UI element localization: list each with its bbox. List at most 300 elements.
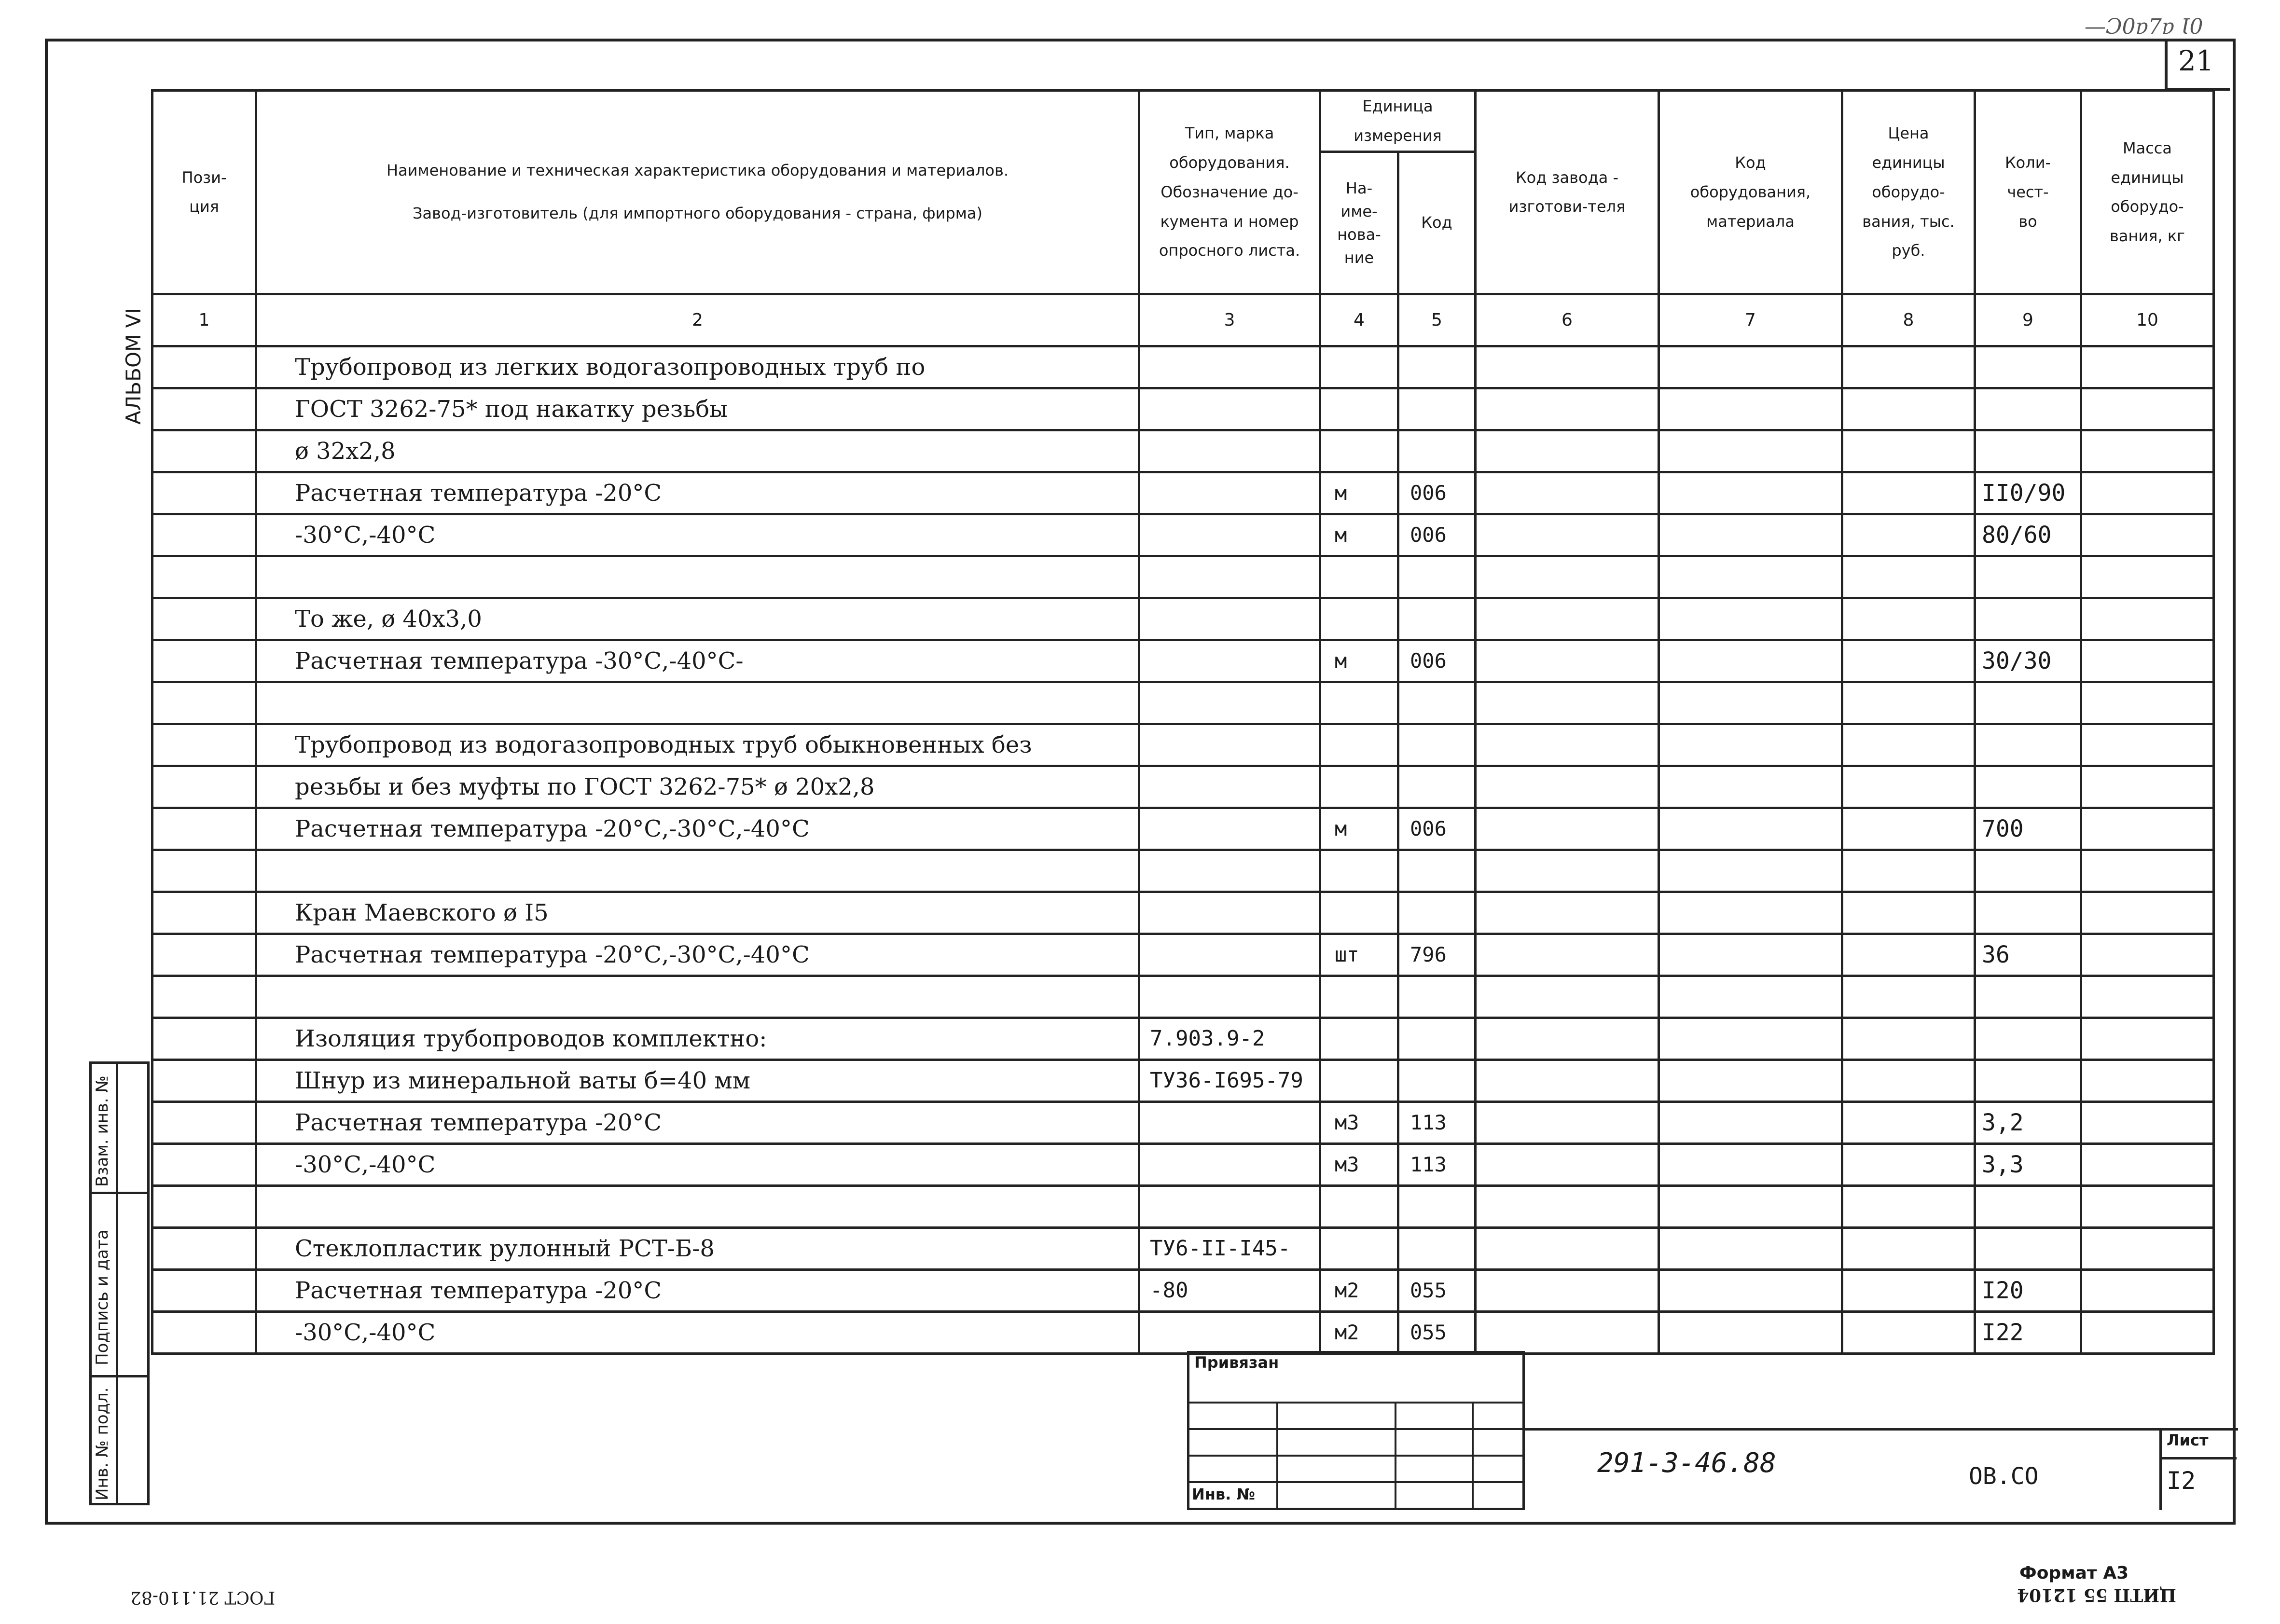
cell-position bbox=[152, 1311, 256, 1353]
cell-plant-code bbox=[1476, 1101, 1659, 1143]
cell-name: -30°С,-40°С bbox=[256, 1143, 1139, 1185]
cell-mass bbox=[2081, 1101, 2214, 1143]
cell-type bbox=[1139, 430, 1320, 472]
cell-qty bbox=[1975, 346, 2081, 388]
cell-mass bbox=[2081, 1143, 2214, 1185]
cell-unit-code bbox=[1398, 430, 1476, 472]
side-divider bbox=[89, 1375, 150, 1377]
cell-position bbox=[152, 766, 256, 808]
cell-unit bbox=[1320, 892, 1398, 934]
cell-type: -80 bbox=[1139, 1269, 1320, 1311]
cell-mass bbox=[2081, 1018, 2214, 1060]
cell-type bbox=[1139, 388, 1320, 430]
cell-type: 7.903.9-2 bbox=[1139, 1018, 1320, 1060]
cell-price bbox=[1842, 1018, 1975, 1060]
cell-price bbox=[1842, 556, 1975, 598]
footer-gost-mirrored: ГОСТ 21.110-82 bbox=[130, 1587, 276, 1607]
cell-unit-code bbox=[1398, 682, 1476, 724]
table-row bbox=[152, 388, 2214, 430]
cell-mass bbox=[2081, 388, 2214, 430]
header-price: Цена единицы оборудо-вания, тыс. руб. bbox=[1842, 91, 1975, 294]
cell-type bbox=[1139, 472, 1320, 514]
header-type: Тип, марка оборудования. Обозначение до-кумента и номер опросного листа. bbox=[1139, 91, 1320, 294]
cell-price bbox=[1842, 682, 1975, 724]
cell-plant-code bbox=[1476, 346, 1659, 388]
cell-qty bbox=[1975, 850, 2081, 892]
cell-price bbox=[1842, 514, 1975, 556]
cell-unit-code: 796 bbox=[1398, 934, 1476, 976]
cell-unit-code bbox=[1398, 850, 1476, 892]
cell-material-code bbox=[1659, 976, 1842, 1018]
header-mass: Масса единицы оборудо-вания, кг bbox=[2081, 91, 2214, 294]
cell-unit: м bbox=[1320, 808, 1398, 850]
stamp-line bbox=[1276, 1402, 1278, 1510]
cell-plant-code bbox=[1476, 1311, 1659, 1353]
table-row bbox=[152, 1101, 2214, 1143]
cell-qty bbox=[1975, 388, 2081, 430]
cell-position bbox=[152, 388, 256, 430]
cell-name: -30°С,-40°С bbox=[256, 1311, 1139, 1353]
cell-price bbox=[1842, 472, 1975, 514]
col-number: 2 bbox=[256, 294, 1139, 346]
cell-position bbox=[152, 472, 256, 514]
cell-mass bbox=[2081, 1311, 2214, 1353]
cell-qty bbox=[1975, 766, 2081, 808]
cell-qty: 700 bbox=[1975, 808, 2081, 850]
cell-qty bbox=[1975, 1185, 2081, 1227]
cell-position bbox=[152, 598, 256, 640]
cell-unit-code: 006 bbox=[1398, 514, 1476, 556]
cell-qty: 30/30 bbox=[1975, 640, 2081, 682]
table-row bbox=[152, 892, 2214, 934]
cell-type bbox=[1139, 850, 1320, 892]
cell-name bbox=[256, 556, 1139, 598]
col-number: 7 bbox=[1659, 294, 1842, 346]
cell-position bbox=[152, 892, 256, 934]
document-mark: ОВ.СО bbox=[1969, 1463, 2039, 1490]
cell-qty bbox=[1975, 976, 2081, 1018]
cell-material-code bbox=[1659, 1018, 1842, 1060]
table-row bbox=[152, 514, 2214, 556]
cell-material-code bbox=[1659, 346, 1842, 388]
cell-position bbox=[152, 430, 256, 472]
cell-position bbox=[152, 808, 256, 850]
col-number: 4 bbox=[1320, 294, 1398, 346]
table-row bbox=[152, 934, 2214, 976]
cell-material-code bbox=[1659, 682, 1842, 724]
cell-unit: м3 bbox=[1320, 1101, 1398, 1143]
cell-mass bbox=[2081, 430, 2214, 472]
cell-name: Расчетная температура -20°С bbox=[256, 1269, 1139, 1311]
cell-name: Расчетная температура -20°С bbox=[256, 1101, 1139, 1143]
header-plant-code: Код завода - изготови-теля bbox=[1476, 91, 1659, 294]
stamp-line bbox=[1187, 1428, 1525, 1430]
cell-material-code bbox=[1659, 1311, 1842, 1353]
col-number: 10 bbox=[2081, 294, 2214, 346]
cell-material-code bbox=[1659, 1185, 1842, 1227]
cell-unit-code bbox=[1398, 556, 1476, 598]
cell-qty bbox=[1975, 598, 2081, 640]
side-divider bbox=[89, 1192, 150, 1194]
cell-plant-code bbox=[1476, 598, 1659, 640]
cell-plant-code bbox=[1476, 1060, 1659, 1101]
side-divider bbox=[116, 1061, 118, 1505]
cell-material-code bbox=[1659, 808, 1842, 850]
cell-material-code bbox=[1659, 1227, 1842, 1269]
inv-label: Инв. № bbox=[1192, 1485, 1255, 1503]
cell-unit-code: 055 bbox=[1398, 1269, 1476, 1311]
cell-unit bbox=[1320, 1227, 1398, 1269]
cell-unit-code bbox=[1398, 766, 1476, 808]
cell-price bbox=[1842, 850, 1975, 892]
cell-type bbox=[1139, 976, 1320, 1018]
cell-qty: 3,3 bbox=[1975, 1143, 2081, 1185]
cell-name bbox=[256, 1185, 1139, 1227]
cell-qty bbox=[1975, 892, 2081, 934]
cell-plant-code bbox=[1476, 892, 1659, 934]
cell-plant-code bbox=[1476, 388, 1659, 430]
table-row bbox=[152, 1269, 2214, 1311]
sheet-index-box bbox=[2165, 40, 2230, 91]
cell-unit-code: 006 bbox=[1398, 472, 1476, 514]
cell-material-code bbox=[1659, 472, 1842, 514]
cell-unit bbox=[1320, 430, 1398, 472]
col-number: 6 bbox=[1476, 294, 1659, 346]
cell-qty bbox=[1975, 556, 2081, 598]
cell-mass bbox=[2081, 472, 2214, 514]
cell-qty bbox=[1975, 724, 2081, 766]
cell-qty bbox=[1975, 1018, 2081, 1060]
cell-name: Трубопровод из легких водогазопроводных труб по bbox=[256, 346, 1139, 388]
header-unit-name: На-име-нова-ние bbox=[1320, 151, 1398, 294]
cell-position bbox=[152, 1018, 256, 1060]
cell-plant-code bbox=[1476, 976, 1659, 1018]
cell-type bbox=[1139, 1143, 1320, 1185]
table-row bbox=[152, 1018, 2214, 1060]
cell-unit bbox=[1320, 850, 1398, 892]
cell-mass bbox=[2081, 640, 2214, 682]
cell-position bbox=[152, 640, 256, 682]
cell-position bbox=[152, 1101, 256, 1143]
cell-plant-code bbox=[1476, 430, 1659, 472]
cell-material-code bbox=[1659, 724, 1842, 766]
cell-mass bbox=[2081, 808, 2214, 850]
cell-price bbox=[1842, 976, 1975, 1018]
cell-material-code bbox=[1659, 598, 1842, 640]
cell-price bbox=[1842, 346, 1975, 388]
cell-mass bbox=[2081, 598, 2214, 640]
cell-qty: II0/90 bbox=[1975, 472, 2081, 514]
side-label-inv: Инв. № подл. bbox=[93, 1387, 112, 1500]
cell-unit bbox=[1320, 346, 1398, 388]
cell-material-code bbox=[1659, 1143, 1842, 1185]
table-row bbox=[152, 430, 2214, 472]
cell-qty: 36 bbox=[1975, 934, 2081, 976]
cell-name: Кран Маевского ø I5 bbox=[256, 892, 1139, 934]
cell-material-code bbox=[1659, 850, 1842, 892]
bound-label: Привязан bbox=[1194, 1353, 1279, 1372]
cell-price bbox=[1842, 1185, 1975, 1227]
cell-unit bbox=[1320, 1018, 1398, 1060]
cell-type: ТУ36-I695-79 bbox=[1139, 1060, 1320, 1101]
cell-unit bbox=[1320, 766, 1398, 808]
cell-plant-code bbox=[1476, 472, 1659, 514]
cell-qty bbox=[1975, 682, 2081, 724]
cell-material-code bbox=[1659, 640, 1842, 682]
cell-name: Расчетная температура -20°С,-30°С,-40°С bbox=[256, 808, 1139, 850]
cell-plant-code bbox=[1476, 724, 1659, 766]
table-row bbox=[152, 598, 2214, 640]
cell-unit bbox=[1320, 556, 1398, 598]
cell-price bbox=[1842, 766, 1975, 808]
table-row bbox=[152, 976, 2214, 1018]
title-line bbox=[1525, 1428, 2238, 1431]
header-unit: Единица измерения bbox=[1320, 91, 1476, 152]
sheet-corner-note: —Ɔ0ɐ7ɐ Ɩ0 bbox=[2085, 14, 2203, 39]
cell-plant-code bbox=[1476, 1143, 1659, 1185]
cell-name: Расчетная температура -20°С bbox=[256, 472, 1139, 514]
cell-material-code bbox=[1659, 388, 1842, 430]
cell-material-code bbox=[1659, 1060, 1842, 1101]
table-row bbox=[152, 682, 2214, 724]
cell-type bbox=[1139, 1185, 1320, 1227]
table-row bbox=[152, 346, 2214, 388]
table-row bbox=[152, 1311, 2214, 1353]
cell-unit: м bbox=[1320, 472, 1398, 514]
cell-plant-code bbox=[1476, 640, 1659, 682]
cell-unit-code bbox=[1398, 1018, 1476, 1060]
cell-material-code bbox=[1659, 934, 1842, 976]
cell-price bbox=[1842, 430, 1975, 472]
cell-unit-code bbox=[1398, 346, 1476, 388]
cell-plant-code bbox=[1476, 556, 1659, 598]
cell-material-code bbox=[1659, 892, 1842, 934]
cell-plant-code bbox=[1476, 850, 1659, 892]
cell-name: -30°С,-40°С bbox=[256, 514, 1139, 556]
cell-unit-code: 006 bbox=[1398, 808, 1476, 850]
cell-price bbox=[1842, 598, 1975, 640]
cell-unit-code: 055 bbox=[1398, 1311, 1476, 1353]
cell-type bbox=[1139, 598, 1320, 640]
cell-position bbox=[152, 1143, 256, 1185]
cell-price bbox=[1842, 1101, 1975, 1143]
cell-plant-code bbox=[1476, 934, 1659, 976]
cell-price bbox=[1842, 1269, 1975, 1311]
cell-unit-code bbox=[1398, 724, 1476, 766]
cell-unit: м bbox=[1320, 514, 1398, 556]
cell-type bbox=[1139, 514, 1320, 556]
cell-price bbox=[1842, 808, 1975, 850]
cell-type bbox=[1139, 682, 1320, 724]
cell-name: Стеклопластик рулонный РСТ-Б-8 bbox=[256, 1227, 1139, 1269]
cell-mass bbox=[2081, 724, 2214, 766]
cell-position bbox=[152, 724, 256, 766]
stamp-line bbox=[1472, 1402, 1474, 1510]
document-number: 291-3-46.88 bbox=[1597, 1447, 1776, 1479]
cell-unit-code bbox=[1398, 1185, 1476, 1227]
cell-plant-code bbox=[1476, 766, 1659, 808]
header-material-code: Код оборудования, материала bbox=[1659, 91, 1842, 294]
cell-mass bbox=[2081, 850, 2214, 892]
cell-name bbox=[256, 682, 1139, 724]
cell-unit: м bbox=[1320, 640, 1398, 682]
table-row bbox=[152, 724, 2214, 766]
cell-name: Шнур из минеральной ваты б=40 мм bbox=[256, 1060, 1139, 1101]
cell-name: Расчетная температура -30°С,-40°С- bbox=[256, 640, 1139, 682]
cell-material-code bbox=[1659, 556, 1842, 598]
cell-name: Изоляция трубопроводов комплектно: bbox=[256, 1018, 1139, 1060]
table-row bbox=[152, 1143, 2214, 1185]
cell-position bbox=[152, 682, 256, 724]
cell-mass bbox=[2081, 766, 2214, 808]
table-row bbox=[152, 808, 2214, 850]
stamp-line bbox=[1187, 1481, 1525, 1483]
sheet-index: 21 bbox=[2178, 44, 2214, 77]
cell-price bbox=[1842, 1060, 1975, 1101]
cell-position bbox=[152, 934, 256, 976]
col-number: 8 bbox=[1842, 294, 1975, 346]
cell-mass bbox=[2081, 1227, 2214, 1269]
cell-plant-code bbox=[1476, 682, 1659, 724]
cell-unit bbox=[1320, 724, 1398, 766]
cell-mass bbox=[2081, 976, 2214, 1018]
cell-plant-code bbox=[1476, 808, 1659, 850]
table-row bbox=[152, 1227, 2214, 1269]
cell-name: Расчетная температура -20°С,-30°С,-40°С bbox=[256, 934, 1139, 976]
cell-qty: I22 bbox=[1975, 1311, 2081, 1353]
cell-plant-code bbox=[1476, 514, 1659, 556]
cell-type bbox=[1139, 556, 1320, 598]
cell-price bbox=[1842, 1311, 1975, 1353]
sheet-cell-line bbox=[2159, 1457, 2237, 1459]
col-number: 1 bbox=[152, 294, 256, 346]
cell-qty: I20 bbox=[1975, 1269, 2081, 1311]
stamp-line bbox=[1187, 1455, 1525, 1457]
cell-type bbox=[1139, 808, 1320, 850]
col-number: 3 bbox=[1139, 294, 1320, 346]
side-label-sign: Подпись и дата bbox=[93, 1229, 112, 1365]
footer-code-mirrored: ЦИТП 55 12104 bbox=[2017, 1585, 2176, 1605]
cell-name: ГОСТ 3262-75* под накатку резьбы bbox=[256, 388, 1139, 430]
cell-price bbox=[1842, 640, 1975, 682]
cell-price bbox=[1842, 934, 1975, 976]
cell-material-code bbox=[1659, 1269, 1842, 1311]
cell-unit-code bbox=[1398, 1060, 1476, 1101]
table-row bbox=[152, 850, 2214, 892]
cell-unit-code: 113 bbox=[1398, 1143, 1476, 1185]
cell-price bbox=[1842, 388, 1975, 430]
table-row bbox=[152, 766, 2214, 808]
cell-mass bbox=[2081, 1060, 2214, 1101]
cell-plant-code bbox=[1476, 1227, 1659, 1269]
table-row bbox=[152, 556, 2214, 598]
cell-position bbox=[152, 346, 256, 388]
header-position: Пози- ция bbox=[152, 91, 256, 294]
cell-mass bbox=[2081, 556, 2214, 598]
cell-unit-code bbox=[1398, 598, 1476, 640]
album-label: АЛЬБОМ VI bbox=[122, 308, 145, 425]
cell-type bbox=[1139, 766, 1320, 808]
col-number: 5 bbox=[1398, 294, 1476, 346]
cell-type bbox=[1139, 892, 1320, 934]
cell-qty bbox=[1975, 430, 2081, 472]
header-unit-code: Код bbox=[1398, 151, 1476, 294]
cell-mass bbox=[2081, 514, 2214, 556]
cell-price bbox=[1842, 892, 1975, 934]
cell-unit-code bbox=[1398, 892, 1476, 934]
cell-qty bbox=[1975, 1227, 2081, 1269]
cell-type: ТУ6-II-I45- bbox=[1139, 1227, 1320, 1269]
cell-unit bbox=[1320, 682, 1398, 724]
cell-mass bbox=[2081, 346, 2214, 388]
stamp-line bbox=[1187, 1402, 1525, 1404]
cell-name: Трубопровод из водогазопроводных труб обыкновенных без bbox=[256, 724, 1139, 766]
cell-plant-code bbox=[1476, 1185, 1659, 1227]
cell-mass bbox=[2081, 1185, 2214, 1227]
cell-price bbox=[1842, 724, 1975, 766]
cell-type bbox=[1139, 724, 1320, 766]
table-row bbox=[152, 472, 2214, 514]
cell-name: То же, ø 40х3,0 bbox=[256, 598, 1139, 640]
cell-price bbox=[1842, 1227, 1975, 1269]
side-label-replace: Взам. инв. № bbox=[93, 1075, 112, 1187]
cell-unit: м3 bbox=[1320, 1143, 1398, 1185]
cell-unit bbox=[1320, 388, 1398, 430]
cell-position bbox=[152, 976, 256, 1018]
cell-position bbox=[152, 514, 256, 556]
col-number: 9 bbox=[1975, 294, 2081, 346]
cell-unit bbox=[1320, 1185, 1398, 1227]
cell-unit: м2 bbox=[1320, 1311, 1398, 1353]
cell-mass bbox=[2081, 892, 2214, 934]
column-number-row bbox=[152, 294, 2214, 346]
cell-plant-code bbox=[1476, 1269, 1659, 1311]
specification-table bbox=[151, 89, 2215, 1355]
cell-position bbox=[152, 1185, 256, 1227]
cell-type bbox=[1139, 1311, 1320, 1353]
cell-unit-code bbox=[1398, 1227, 1476, 1269]
table-row bbox=[152, 1060, 2214, 1101]
cell-name bbox=[256, 976, 1139, 1018]
cell-unit: м2 bbox=[1320, 1269, 1398, 1311]
cell-mass bbox=[2081, 934, 2214, 976]
cell-material-code bbox=[1659, 766, 1842, 808]
cell-mass bbox=[2081, 682, 2214, 724]
header-qty: Коли-чест-во bbox=[1975, 91, 2081, 294]
table-row bbox=[152, 1185, 2214, 1227]
cell-qty: 80/60 bbox=[1975, 514, 2081, 556]
cell-name: резьбы и без муфты по ГОСТ 3262-75* ø 20х2,8 bbox=[256, 766, 1139, 808]
cell-material-code bbox=[1659, 1101, 1842, 1143]
cell-position bbox=[152, 1227, 256, 1269]
cell-qty: 3,2 bbox=[1975, 1101, 2081, 1143]
cell-unit: шт bbox=[1320, 934, 1398, 976]
cell-type bbox=[1139, 640, 1320, 682]
cell-position bbox=[152, 1269, 256, 1311]
cell-unit-code bbox=[1398, 976, 1476, 1018]
cell-price bbox=[1842, 1143, 1975, 1185]
cell-position bbox=[152, 1060, 256, 1101]
format-label: Формат А3 bbox=[2019, 1563, 2129, 1583]
cell-unit-code: 113 bbox=[1398, 1101, 1476, 1143]
cell-position bbox=[152, 556, 256, 598]
cell-position bbox=[152, 850, 256, 892]
table-row bbox=[152, 640, 2214, 682]
cell-type bbox=[1139, 346, 1320, 388]
cell-name: ø 32х2,8 bbox=[256, 430, 1139, 472]
cell-name bbox=[256, 850, 1139, 892]
cell-unit-code: 006 bbox=[1398, 640, 1476, 682]
